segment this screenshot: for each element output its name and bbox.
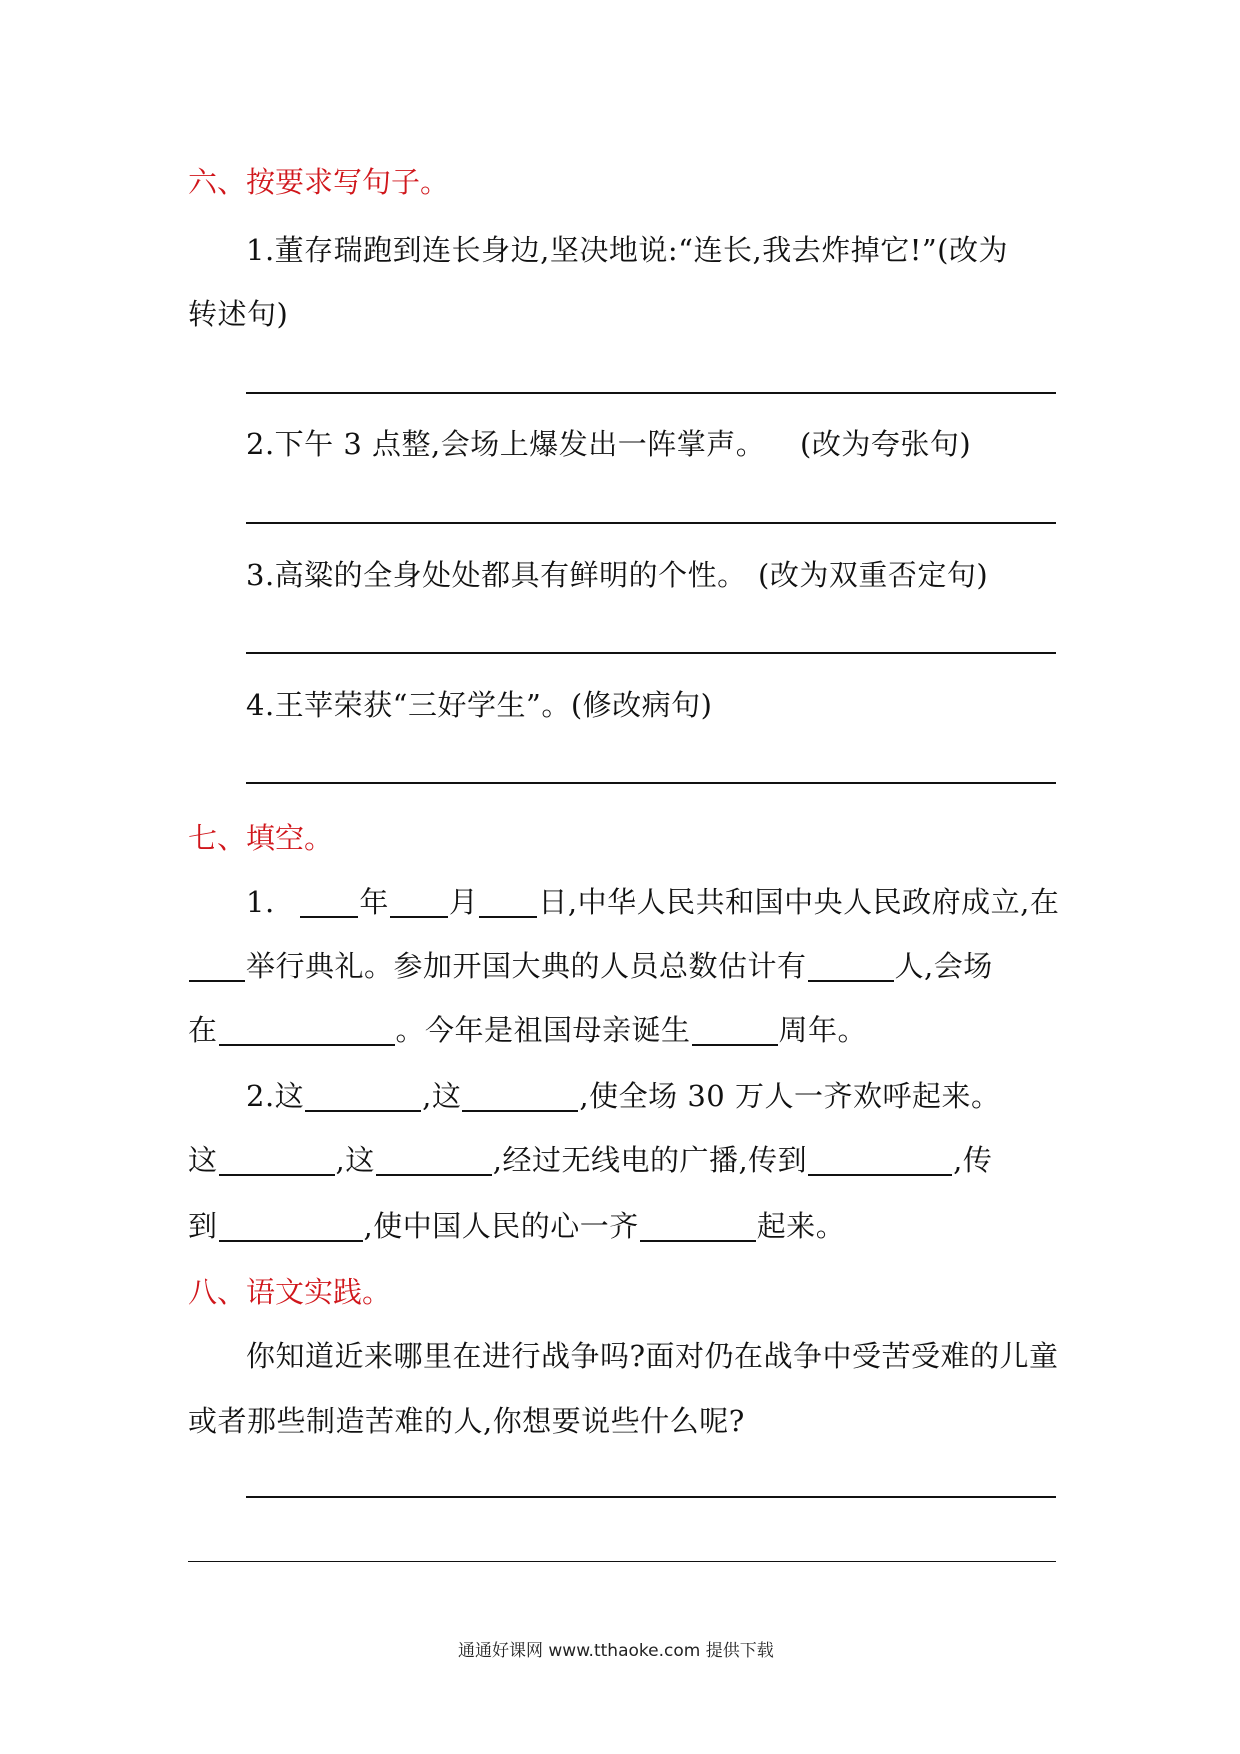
s7-q1-year: 年 bbox=[359, 885, 389, 919]
s6-q4-text: 4.王苹荣获“三好学生”。(修改病句) bbox=[246, 688, 713, 722]
s7-q1-line2 bbox=[188, 948, 993, 984]
blank-q2-1[interactable] bbox=[305, 1082, 421, 1112]
blank-location[interactable] bbox=[219, 1016, 395, 1046]
s7-q2-l3-b: ,使中国人民的心一齐 bbox=[363, 1209, 639, 1243]
blank-q2-3[interactable] bbox=[219, 1146, 335, 1176]
s7-q2-line3 bbox=[188, 1208, 845, 1244]
blank-month[interactable] bbox=[390, 888, 448, 918]
blank-q2-5[interactable] bbox=[808, 1146, 952, 1176]
s7-q1-line3-a: 在 bbox=[188, 1013, 218, 1047]
section-8-heading: 八、语文实践。 bbox=[188, 1275, 392, 1309]
s6-q3-text: 3.高粱的全身处处都具有鲜明的个性。 bbox=[246, 558, 747, 592]
s7-q2-line2 bbox=[188, 1142, 992, 1178]
blank-attendance[interactable] bbox=[808, 952, 894, 982]
blank-day[interactable] bbox=[479, 888, 537, 918]
section-6-heading: 六、按要求写句子。 bbox=[188, 165, 450, 199]
s6-q2-hint: (改为夸张句) bbox=[800, 427, 972, 461]
blank-place[interactable] bbox=[189, 952, 245, 982]
s8-answer-line-1[interactable] bbox=[246, 1496, 1056, 1498]
s7-q2-l3-a: 到 bbox=[188, 1209, 218, 1243]
s7-q1-line2-a: 举行典礼。参加开国大典的人员总数估计有 bbox=[246, 949, 807, 983]
s7-q2-l1-c: ,使全场 30 万人一齐欢呼起来。 bbox=[579, 1079, 1001, 1113]
s7-q1-line1 bbox=[246, 884, 1059, 920]
s6-q2-text: 2.下午 3 点整,会场上爆发出一阵掌声。 bbox=[246, 427, 766, 461]
s7-q1-month: 月 bbox=[448, 885, 479, 919]
blank-q2-2[interactable] bbox=[462, 1082, 578, 1112]
s6-q1-line1: 1.董存瑞跑到连长身边,坚决地说:“连长,我去炸掉它!”(改为 bbox=[246, 233, 1008, 267]
s6-q3-answer-line[interactable] bbox=[246, 652, 1056, 654]
s7-q1-line2-b: 人,会场 bbox=[894, 949, 993, 983]
blank-anniversary[interactable] bbox=[692, 1016, 778, 1046]
s6-q1-line2: 转述句) bbox=[188, 297, 289, 331]
s8-answer-line-2[interactable] bbox=[188, 1561, 1056, 1562]
s7-q1-line3-c: 周年。 bbox=[778, 1013, 868, 1047]
s7-q2-l3-c: 起来。 bbox=[756, 1209, 846, 1243]
s6-q1-answer-line[interactable] bbox=[246, 392, 1056, 394]
blank-q2-7[interactable] bbox=[640, 1212, 756, 1242]
s8-line1: 你知道近来哪里在进行战争吗?面对仍在战争中受苦受难的儿童 bbox=[246, 1339, 1059, 1373]
s7-q2-l2-b: ,这 bbox=[335, 1143, 375, 1177]
section-7-heading: 七、填空。 bbox=[188, 821, 334, 855]
s7-q1-line3 bbox=[188, 1012, 867, 1048]
s7-q2-l1-b: ,这 bbox=[422, 1079, 462, 1113]
blank-q2-4[interactable] bbox=[376, 1146, 492, 1176]
s7-q2-l2-c: ,经过无线电的广播,传到 bbox=[492, 1143, 808, 1177]
s7-q1-day-text: 日,中华人民共和国中央人民政府成立,在 bbox=[538, 885, 1060, 919]
blank-year[interactable] bbox=[300, 888, 358, 918]
s6-q2-answer-line[interactable] bbox=[246, 522, 1056, 524]
s7-q2-l1-a: 2.这 bbox=[246, 1079, 305, 1113]
s6-q3-hint: (改为双重否定句) bbox=[758, 558, 989, 592]
s7-q2-l2-d: ,传 bbox=[953, 1143, 993, 1177]
s6-q4-answer-line[interactable] bbox=[246, 782, 1056, 784]
s7-q1-line3-b: 。今年是祖国母亲诞生 bbox=[395, 1013, 691, 1047]
s7-q2-l2-a: 这 bbox=[188, 1143, 218, 1177]
s7-q2-line1 bbox=[246, 1078, 1000, 1114]
footer-credit: 通通好课网 www.tthaoke.com 提供下载 bbox=[458, 1641, 774, 1661]
s8-line2: 或者那些制造苦难的人,你想要说些什么呢? bbox=[188, 1404, 745, 1438]
s7-q1-num: 1. bbox=[246, 885, 275, 919]
blank-q2-6[interactable] bbox=[219, 1212, 363, 1242]
